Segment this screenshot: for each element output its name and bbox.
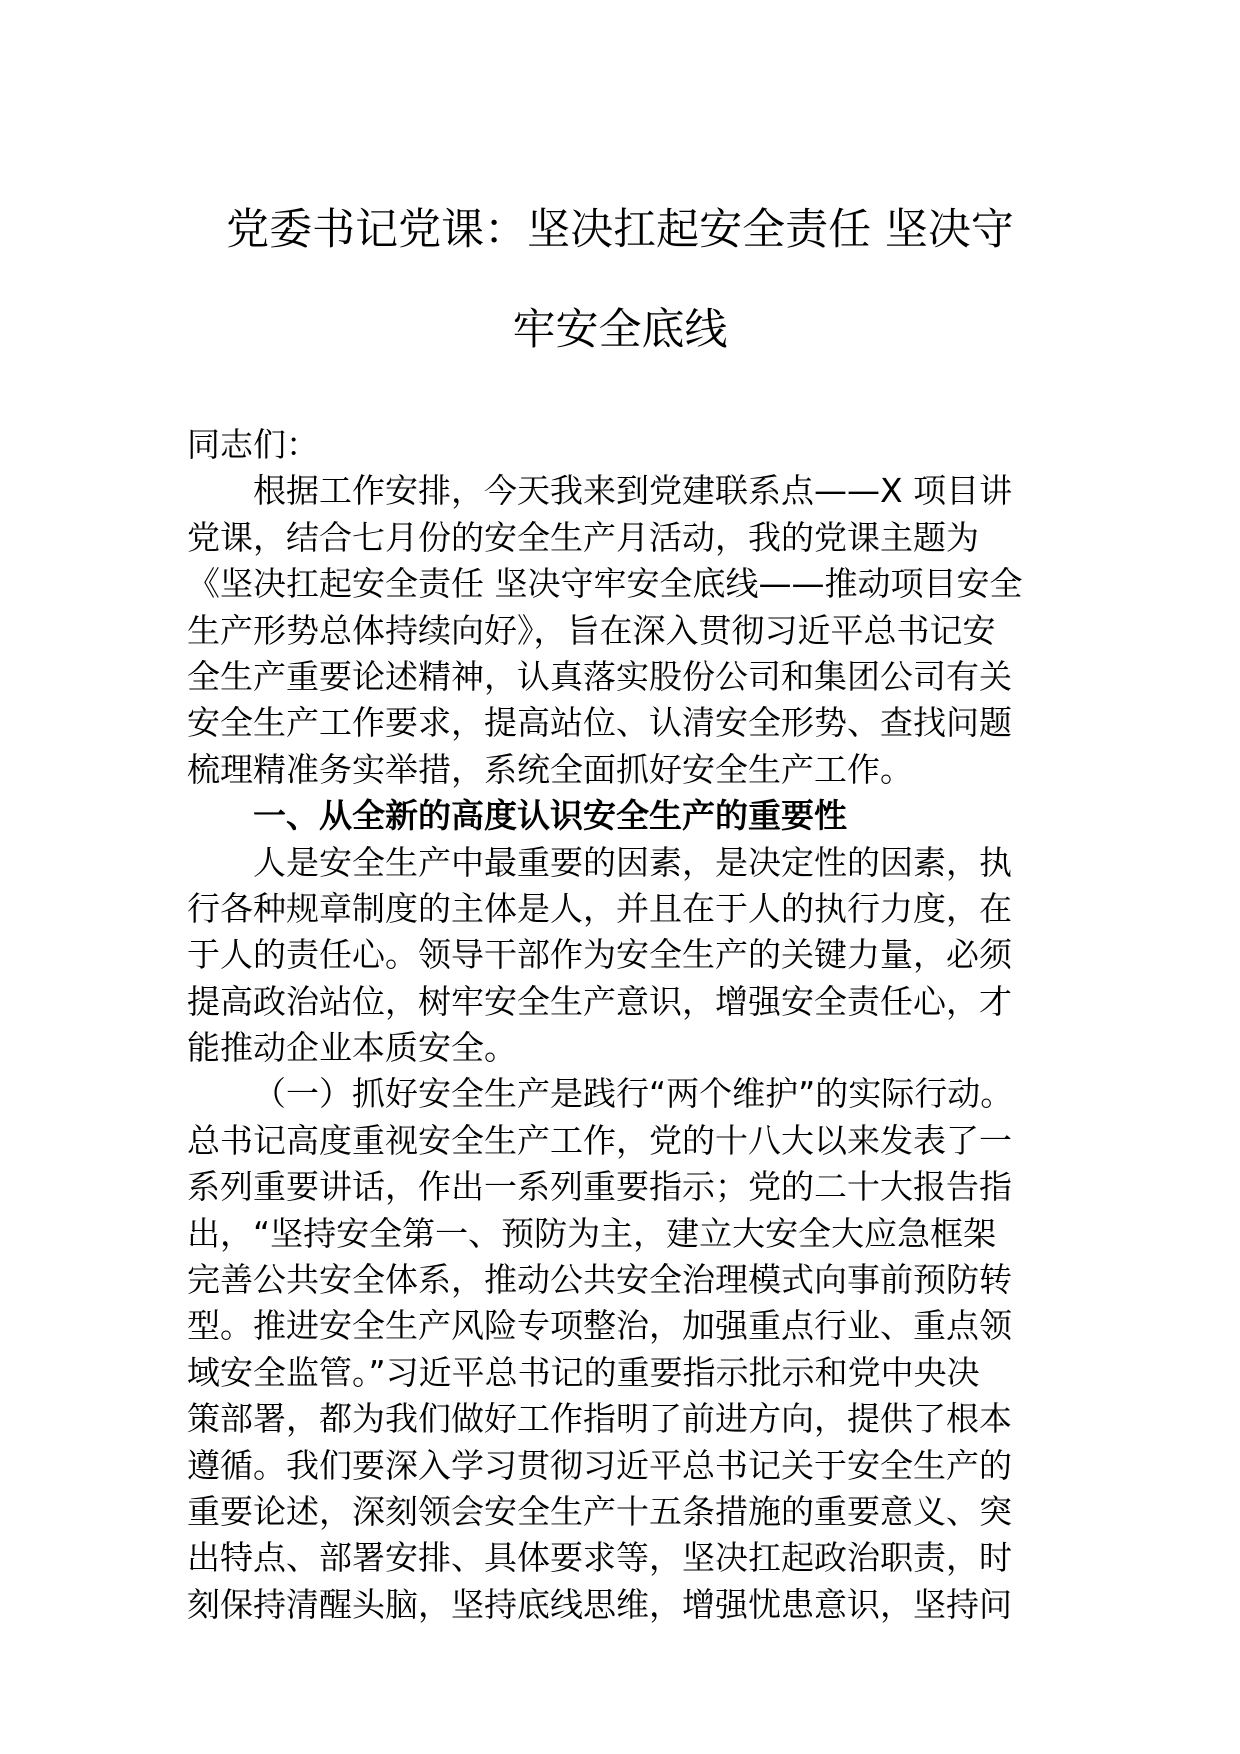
text-line: 根据工作安排，今天我来到党建联系点——X 项目讲 <box>253 471 1013 511</box>
text-line: 安全生产工作要求，提高站位、认清安全形势、查找问题 <box>187 703 1012 743</box>
text-line: 提高政治站位，树牢安全生产意识，增强安全责任心，才 <box>187 981 1012 1021</box>
document-body <box>187 422 1057 1628</box>
text-line: 党课，结合七月份的安全生产月活动，我的党课主题为 <box>187 517 979 557</box>
text-line: 型。推进安全生产风险专项整治，加强重点行业、重点领 <box>187 1306 1012 1346</box>
document-title <box>180 180 1060 380</box>
text-line: 完善公共安全体系，推动公共安全治理模式向事前预防转 <box>187 1260 1012 1300</box>
text-line: 全生产重要论述精神，认真落实股份公司和集团公司有关 <box>187 656 1012 696</box>
text-line: 同志们： <box>187 425 319 464</box>
text-line: 刻保持清醒头脑，坚持底线思维，增强忧患意识，坚持问 <box>187 1584 1012 1624</box>
text-line: 生产形势总体持续向好》，旨在深入贯彻习近平总书记安 <box>187 610 996 650</box>
text-line: 行各种规章制度的主体是人，并且在于人的执行力度，在 <box>187 888 1012 928</box>
section-heading: 一、从全新的高度认识安全生产的重要性 <box>253 796 847 836</box>
text-line: 策部署，都为我们做好工作指明了前进方向，提供了根本 <box>187 1399 1012 1439</box>
text-line: 能推动企业本质安全。 <box>187 1028 517 1068</box>
title-line: 牢安全底线 <box>512 305 728 355</box>
text-line: 出特点、部署安排、具体要求等，坚决扛起政治职责，时 <box>187 1538 1012 1578</box>
text-line: （一）抓好安全生产是践行“两个维护”的实际行动。 <box>253 1074 1014 1114</box>
text-line: 于人的责任心。领导干部作为安全生产的关键力量，必须 <box>187 935 1012 975</box>
text-line: 出，“坚持安全第一、预防为主，建立大安全大应急框架 <box>187 1213 997 1253</box>
text-line: 《坚决扛起安全责任 坚决守牢安全底线——推动项目安全 <box>187 564 1023 604</box>
text-line: 总书记高度重视安全生产工作，党的十八大以来发表了一 <box>187 1120 1012 1160</box>
title-line: 党委书记党课：坚决扛起安全责任 坚决守 <box>226 205 1014 255</box>
text-line: 域安全监管。”习近平总书记的重要指示批示和党中央决 <box>187 1352 980 1392</box>
text-line: 遵循。我们要深入学习贯彻习近平总书记关于安全生产的 <box>187 1445 1012 1485</box>
text-line: 梳理精准务实举措，系统全面抓好安全生产工作。 <box>187 749 913 789</box>
text-line: 重要论述，深刻领会安全生产十五条措施的重要意义、突 <box>187 1491 1012 1531</box>
text-line: 系列重要讲话，作出一系列重要指示；党的二十大报告指 <box>187 1167 1012 1207</box>
text-line: 人是安全生产中最重要的因素，是决定性的因素，执 <box>253 842 1012 882</box>
